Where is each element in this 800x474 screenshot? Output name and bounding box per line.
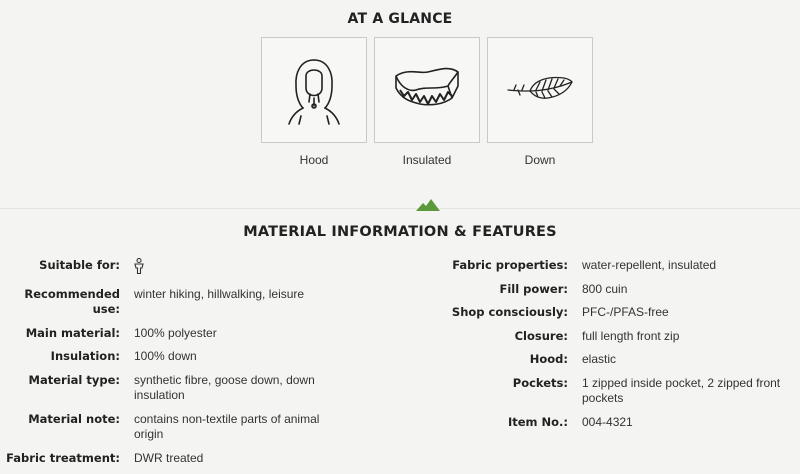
spec-row-closure (440, 329, 797, 345)
spec-value: 100% polyester (134, 325, 217, 340)
spec-value: 1 zipped inside pocket, 2 zipped front pockets (582, 375, 781, 405)
spec-row-suitable-for (0, 258, 349, 279)
feature-tile-hood (261, 37, 367, 167)
glance-title: AT A GLANCE (347, 11, 453, 27)
spec-label: Suitable for: (39, 258, 120, 272)
spec-row-main-material (0, 326, 349, 342)
feature-tile-down (487, 37, 593, 167)
spec-label: Fabric treatment: (6, 450, 120, 465)
insulated-icon (388, 60, 466, 120)
spec-label: Fabric properties: (452, 258, 568, 272)
feature-label-down: Down (524, 153, 556, 167)
spec-label: Main material: (25, 325, 120, 340)
down-feather-icon (504, 70, 576, 110)
person-icon (134, 258, 144, 274)
spec-list-left (0, 258, 349, 474)
spec-row-fabric-treatment (0, 451, 349, 467)
spec-label: Hood: (529, 352, 568, 366)
spec-list-right (440, 258, 797, 438)
hood-icon (279, 54, 349, 126)
spec-label: Pockets: (512, 375, 568, 390)
spec-row-recommended-use (0, 287, 349, 318)
spec-value: elastic (582, 352, 617, 366)
spec-value: 800 cuin (582, 281, 628, 296)
spec-label: Material type: (28, 372, 120, 387)
spec-label: Insulation: (50, 349, 120, 363)
spec-value: winter hiking, hillwalking, leisure (134, 286, 305, 301)
spec-value: synthetic fibre, goose down, down insulation (134, 372, 315, 402)
section-divider (0, 208, 800, 209)
spec-row-material-type (0, 373, 349, 404)
spec-row-fabric-properties (440, 258, 797, 274)
spec-value: PFC-/PFAS-free (582, 305, 669, 319)
feature-tile-insulated (374, 37, 480, 167)
spec-value: 100% down (134, 349, 197, 363)
spec-value: full length front zip (582, 328, 680, 343)
spec-value: DWR treated (134, 450, 204, 465)
feature-label-hood: Hood (299, 153, 329, 167)
spec-value: contains non-textile parts of animal origin (134, 411, 320, 441)
spec-value (120, 258, 349, 279)
spec-row-material-note (0, 412, 349, 443)
spec-label: Fill power: (499, 281, 568, 296)
spec-label: Shop consciously: (451, 305, 568, 319)
spec-row-item-no (440, 415, 797, 431)
spec-row-hood (440, 352, 797, 368)
spec-row-insulation (0, 349, 349, 365)
spec-row-fill-power (440, 282, 797, 298)
spec-value: 004-4321 (582, 414, 633, 429)
spec-value: water-repellent, insulated (582, 258, 717, 272)
mountain-icon (416, 199, 440, 211)
spec-label: Item No.: (507, 414, 568, 429)
feature-tiles (261, 37, 567, 167)
spec-row-pockets (440, 376, 797, 407)
spec-row-shop-consciously (440, 305, 797, 321)
spec-label: Closure: (514, 328, 568, 343)
spec-label: Material note: (28, 411, 120, 426)
material-title: MATERIAL INFORMATION & FEATURES (243, 224, 557, 240)
feature-label-insulated: Insulated (402, 153, 452, 167)
spec-label: Recommended use: (24, 286, 120, 316)
